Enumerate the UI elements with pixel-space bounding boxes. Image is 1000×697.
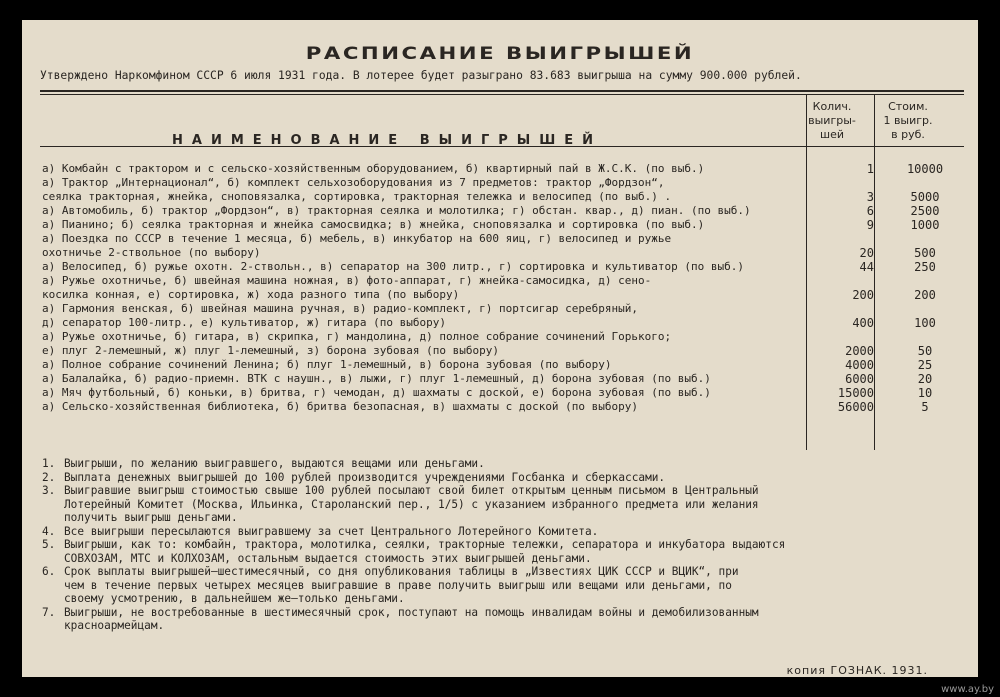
prize-cost: 500 [914, 246, 936, 260]
header-rule-top [40, 90, 964, 92]
prize-cost: 5 [921, 400, 929, 414]
prize-description: а) Гармония венская, б) швейная машина ручная, в) радио-комплект, г) портсигар серебряный, д) сепаратор 100-литр., е) культиватор, ж) гитара (по выбору) [42, 302, 639, 329]
lottery-sheet [22, 20, 978, 677]
note-text: Выигрыши, по желанию выигравшего, выдаются вещами или деньгами. [64, 457, 485, 470]
prize-quantity: 56000 [837, 400, 874, 414]
note-text: Срок выплаты выигрышей—шестимесячный, со дня опубликования таблицы в „Известиях ЦИК СССР и ВЦИК“, при чем в течение первых четырех месяцев выигравшие в праве получить выигрыш или вещами или деньгами, по своему усмотрению, в дальнейшем же—только деньгами. [64, 565, 739, 605]
prize-quantity: 20 [859, 246, 874, 260]
prize-description: а) Балалайка, б) радио-приемн. ВТК с наушн., в) лыжи, г) плуг 1-лемешный, д) борона зубовая (по выб.) [42, 372, 711, 385]
prize-row [42, 274, 978, 302]
notes-list [42, 457, 972, 633]
footer-imprint: копия ГОЗНАК. 1931. [786, 664, 928, 677]
document-title: РАСПИСАНИЕ ВЫИГРЫШЕЙ [305, 44, 695, 64]
note-number: 6. [42, 565, 56, 578]
document-subtitle: Утверждено Наркомфином СССР 6 июля 1931 года. В лотерее будет разыграно 83.683 выигрыша на сумму 900.000 рублей. [40, 69, 802, 82]
column-header-cost: Стоим. 1 выигр. в руб. [883, 100, 933, 141]
prize-row [42, 358, 978, 372]
note-item [42, 484, 972, 525]
prize-quantity: 6 [866, 204, 874, 218]
prize-quantity: 4000 [845, 358, 874, 372]
note-text: Выплата денежных выигрышей до 100 рублей производится учреждениями Госбанка и сберкассами. [64, 470, 666, 484]
prize-table [42, 162, 978, 414]
column-header-name: НАИМЕНОВАНИЕ ВЫИГРЫШЕЙ [172, 133, 603, 148]
note-text: Все выигрыши пересылаются выигравшему за счет Центрального Лотерейного Комитета. [64, 524, 599, 538]
prize-cost: 10 [917, 386, 933, 400]
note-number: 4. [42, 524, 56, 538]
note-item [42, 606, 972, 633]
prize-quantity: 15000 [837, 386, 874, 400]
prize-row [42, 386, 978, 400]
note-item [42, 471, 972, 485]
prize-cost: 1000 [910, 218, 940, 232]
note-item [42, 565, 972, 606]
prize-quantity: 3 [866, 190, 874, 204]
prize-row [42, 372, 978, 386]
prize-cost: 10000 [906, 162, 944, 176]
prize-row [42, 400, 978, 414]
prize-description: а) Полное собрание сочинений Ленина; б) плуг 1-лемешный, в) борона зубовая (по выбору) [42, 358, 612, 371]
prize-quantity: 6000 [845, 372, 874, 386]
prize-row [42, 260, 978, 274]
prize-description: а) Комбайн с трактором и с сельско-хозяйственным оборудованием, б) квартирный пай в Ж.С.К. (по выб.) [42, 162, 705, 175]
prize-row [42, 302, 978, 330]
note-number: 5. [42, 538, 56, 551]
prize-cost: 250 [914, 260, 936, 274]
column-header-quantity: Колич. выигры- шей [808, 100, 856, 141]
prize-quantity: 9 [866, 218, 874, 232]
prize-description: а) Автомобиль, б) трактор „Фордзон“, в) тракторная сеялка и молотилка; г) обстан. квар., д) пиан. (по выб.) [42, 204, 751, 217]
note-text: Выигравшие выигрыш стоимостью свыше 100 рублей посылают свой билет открытым ценным письмом в Центральный Лотерейный Комитет (Москва, Ильинка, Староланский пер., 1/5) с указанием избранного предмета или желания получить выигрыш деньгами. [64, 484, 759, 524]
prize-description: а) Пианино; б) сеялка тракторная и жнейка самосвидка; в) жнейка, сноповязалка и сортировка (по выб.) [42, 218, 705, 231]
prize-row [42, 330, 978, 358]
prize-quantity: 200 [852, 288, 874, 302]
prize-row [42, 176, 978, 204]
prize-cost: 20 [917, 372, 933, 386]
prize-quantity: 2000 [845, 344, 874, 358]
prize-description: а) Ружье охотничье, б) гитара, в) скрипка, г) мандолина, д) полное собрание сочинений Горького; е) плуг 2-лемешный, ж) плуг 1-лемешный, з) борона зубовая (по выбору) [42, 330, 672, 357]
note-number: 2. [42, 470, 56, 484]
header-rule-top-inner [40, 94, 964, 95]
note-text: Выигрыши, как то: комбайн, трактора, молотилка, сеялки, тракторные тележки, сепаратора и инкубатора выдаются СОВХОЗАМ, МТС и КОЛХОЗАМ, остальным выдается стоимость этих выигрышей деньгами. [64, 538, 786, 565]
watermark: www.ay.by [941, 684, 994, 695]
prize-description: а) Мяч футбольный, б) коньки, в) бритва, г) чемодан, д) шахматы с доской, е) борона зубовая (по выб.) [42, 386, 711, 399]
prize-quantity: 44 [859, 260, 874, 274]
prize-row [42, 232, 978, 260]
header-rule-bottom [40, 146, 964, 147]
note-text: Выигрыши, не востребованные в шестимесячный срок, поступают на помощь инвалидам войны и демобилизованным красноармейцам. [64, 605, 759, 632]
prize-row [42, 162, 978, 176]
prize-cost: 100 [914, 316, 936, 330]
prize-cost: 50 [917, 344, 933, 358]
prize-description: а) Трактор „Интернационал“, б) комплект сельхозоборудования из 7 предметов: трактор „Фордзон“, сеялка тракторная, жнейка, сноповязалка, сортировка, тракторная тележка и велосипед (по выб.) . [42, 176, 672, 203]
prize-quantity: 1 [866, 162, 874, 176]
prize-cost: 2500 [910, 204, 940, 218]
note-number: 3. [42, 484, 56, 497]
prize-cost: 5000 [910, 190, 940, 204]
prize-row [42, 204, 978, 218]
prize-description: а) Поездка по СССР в течение 1 месяца, б) мебель, в) инкубатор на 600 яиц, г) велосипед и ружье охотничье 2-ствольное (по выбору) [42, 232, 672, 259]
prize-cost: 200 [914, 288, 936, 302]
note-number: 1. [42, 457, 56, 470]
prize-row [42, 218, 978, 232]
note-number: 7. [42, 605, 56, 619]
prize-description: а) Сельско-хозяйственная библиотека, б) бритва безопасная, в) шахматы с доской (по выбору) [42, 400, 639, 413]
prize-cost: 25 [917, 358, 933, 372]
note-item [42, 457, 972, 471]
prize-quantity: 400 [852, 316, 874, 330]
prize-description: а) Ружье охотничье, б) швейная машина ножная, в) фото-аппарат, г) жнейка-самосидка, д) сено- косилка конная, е) сортировка, ж) хода разного типа (по выбору) [42, 274, 652, 301]
note-item [42, 538, 972, 565]
note-item [42, 525, 972, 539]
prize-description: а) Велосипед, б) ружье охотн. 2-ствольн., в) сепаратор на 300 литр., г) сортировка и культиватор (по выб.) [42, 260, 744, 273]
